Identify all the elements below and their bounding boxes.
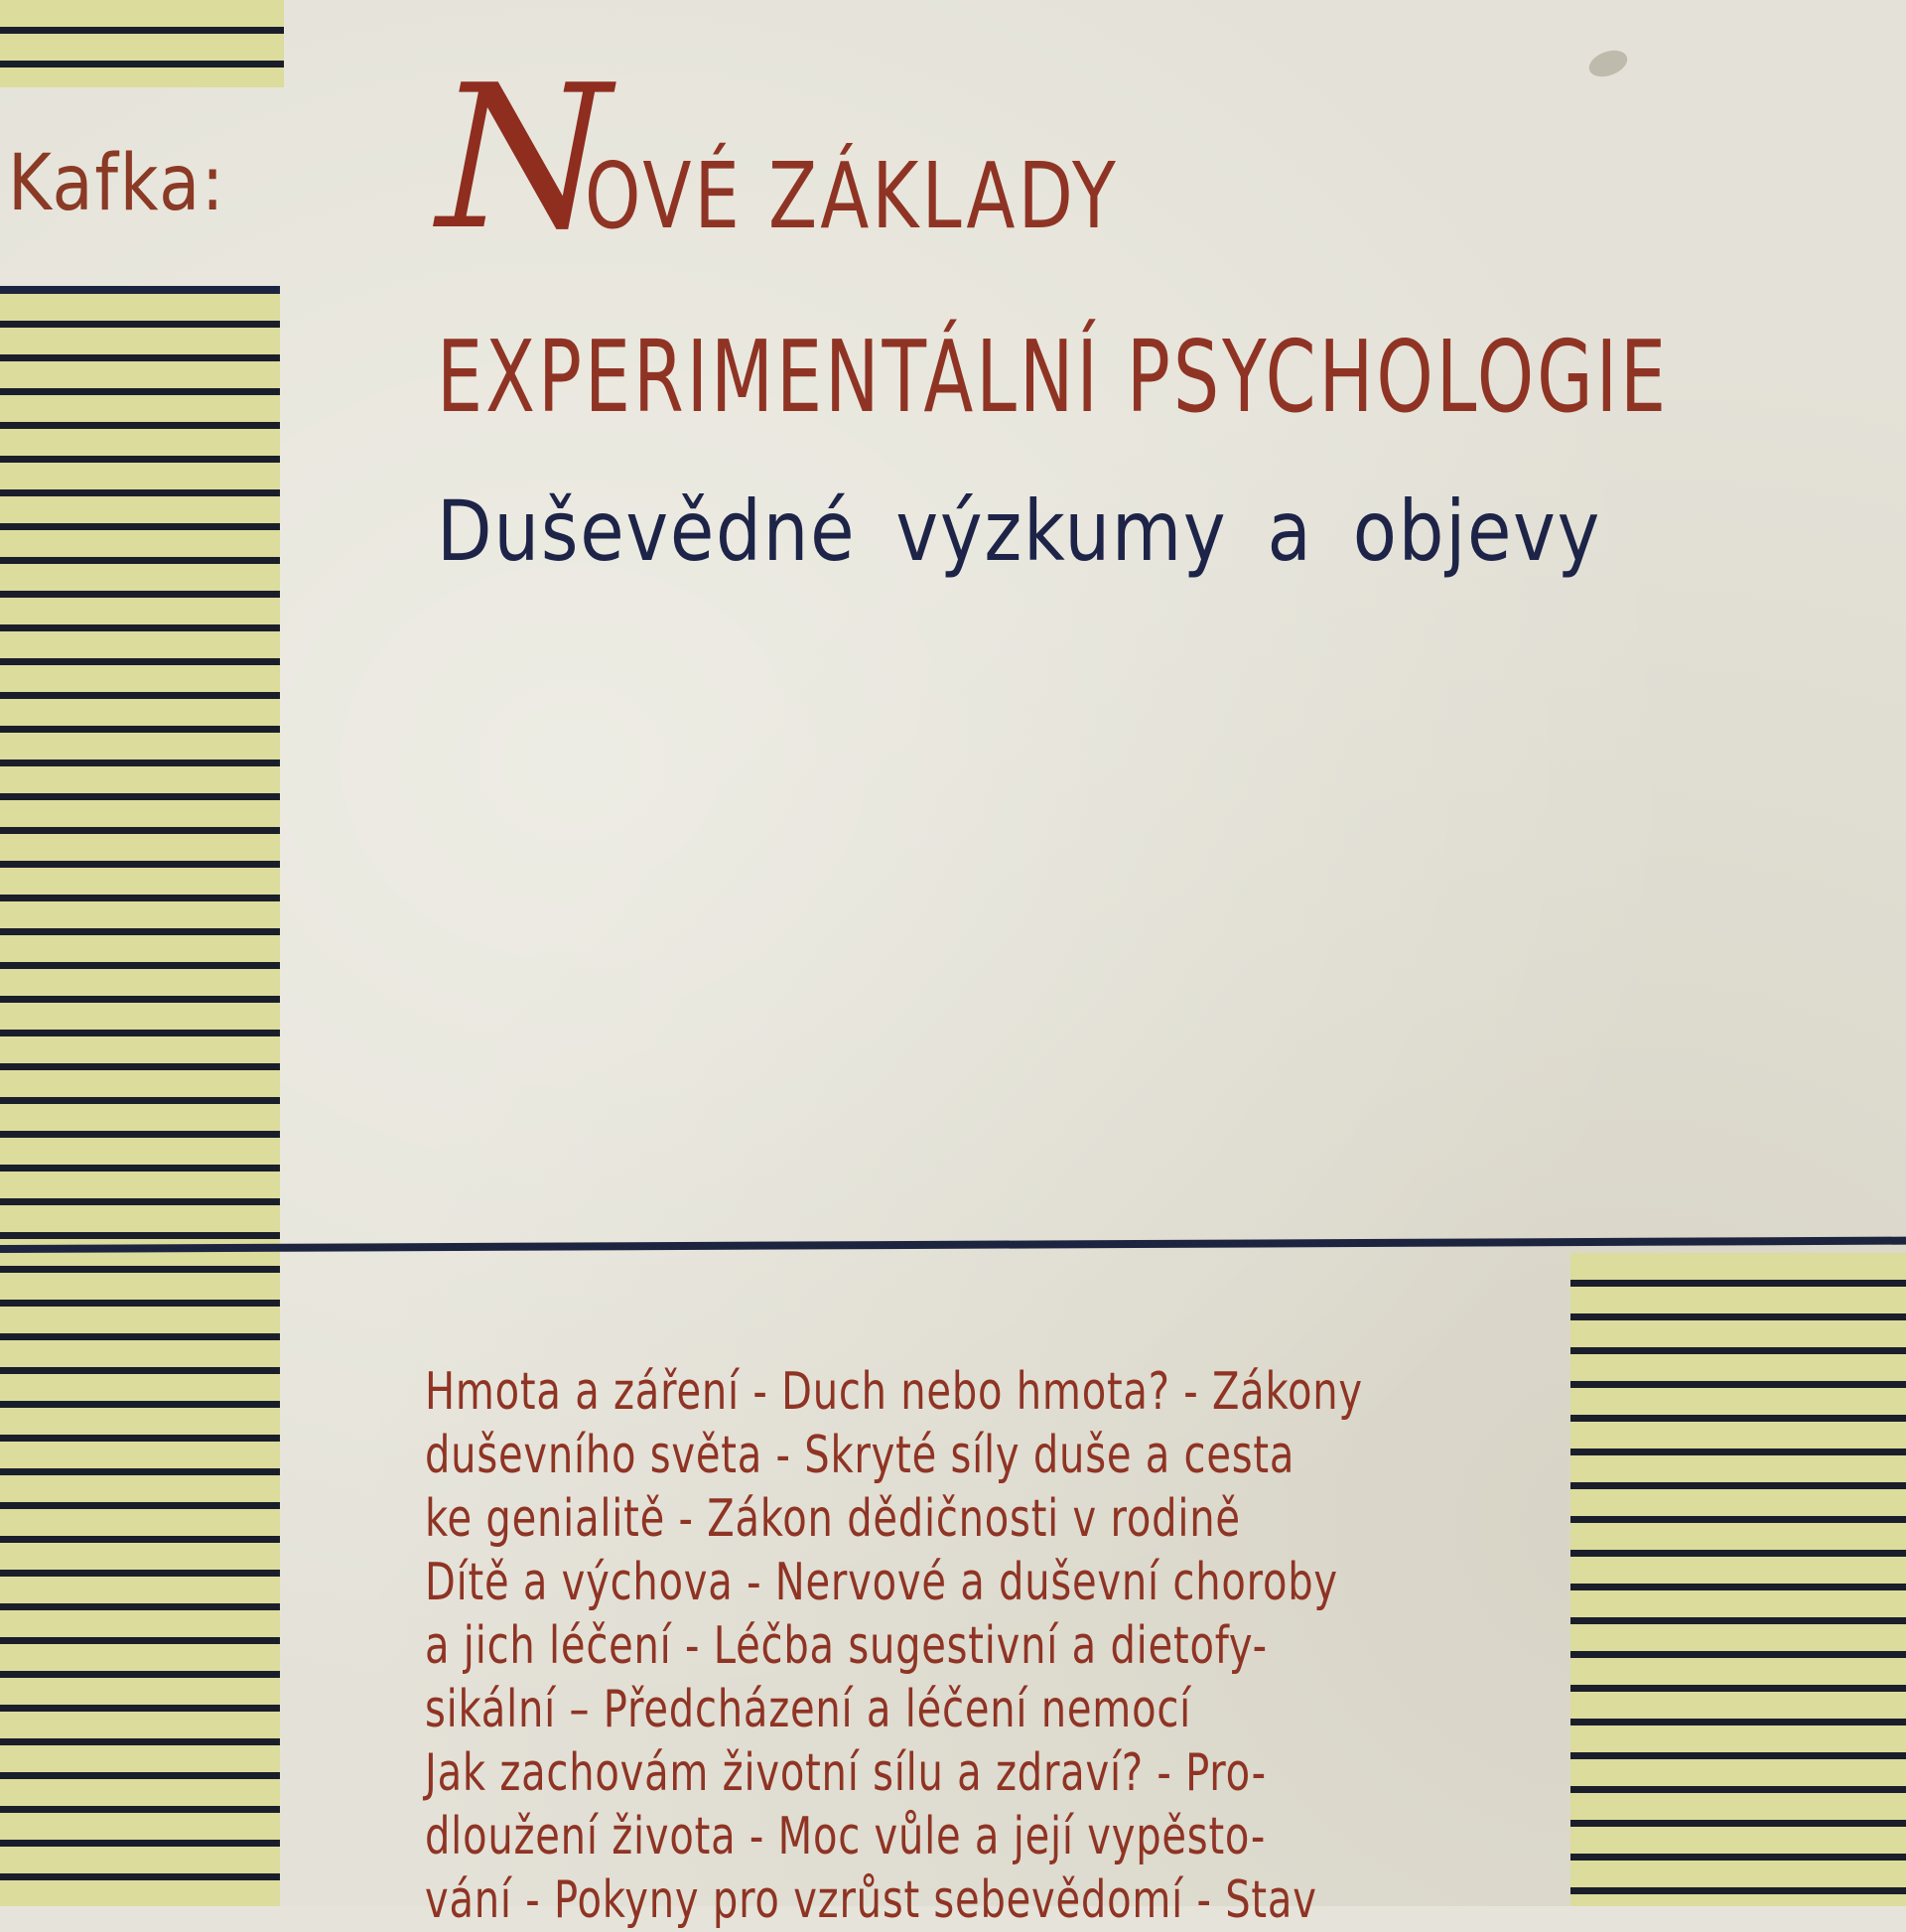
horizontal-divider [0,1237,1906,1253]
title-line-1 [437,43,1270,274]
stripe-panel-bottom-right [1570,1253,1906,1906]
title-line-1-rest: OVÉ ZÁKLADY [585,143,1119,249]
stripe-panel-top-left [0,0,284,87]
subtitle: Duševědné výzkumy a objevy [437,483,1602,580]
contents-line: a jich léčení - Léčba sugestivní a dietofy- [425,1616,1268,1676]
contents-line: dloužení života - Moc vůle a její vypěsto- [425,1807,1267,1866]
contents-blurb [425,1360,1537,1932]
contents-line: Jak zachovám životní sílu a zdraví? - Pro- [425,1743,1267,1803]
contents-line: Hmota a záření - Duch nebo hmota? - Zákony [425,1362,1363,1422]
title-initial: N [437,43,611,274]
stripe-panel-left [0,294,280,1906]
rule-top-left [0,286,280,294]
contents-line: Dítě a výchova - Nervové a duševní choroby [425,1553,1338,1612]
contents-line: sikální – Předcházení a léčení nemocí [425,1680,1192,1739]
author-name: Kafka: [8,139,226,228]
contents-line: ke genialitě - Zákon dědičnosti v rodině [425,1489,1241,1549]
contents-line: duševního světa - Skryté síly duše a cesta [425,1426,1295,1485]
title-line-2: EXPERIMENTÁLNÍ PSYCHOLOGIE [437,319,1670,435]
paper-stain [1585,46,1631,81]
contents-line: vání - Pokyny pro vzrůst sebevědomí - Stav [425,1870,1317,1930]
